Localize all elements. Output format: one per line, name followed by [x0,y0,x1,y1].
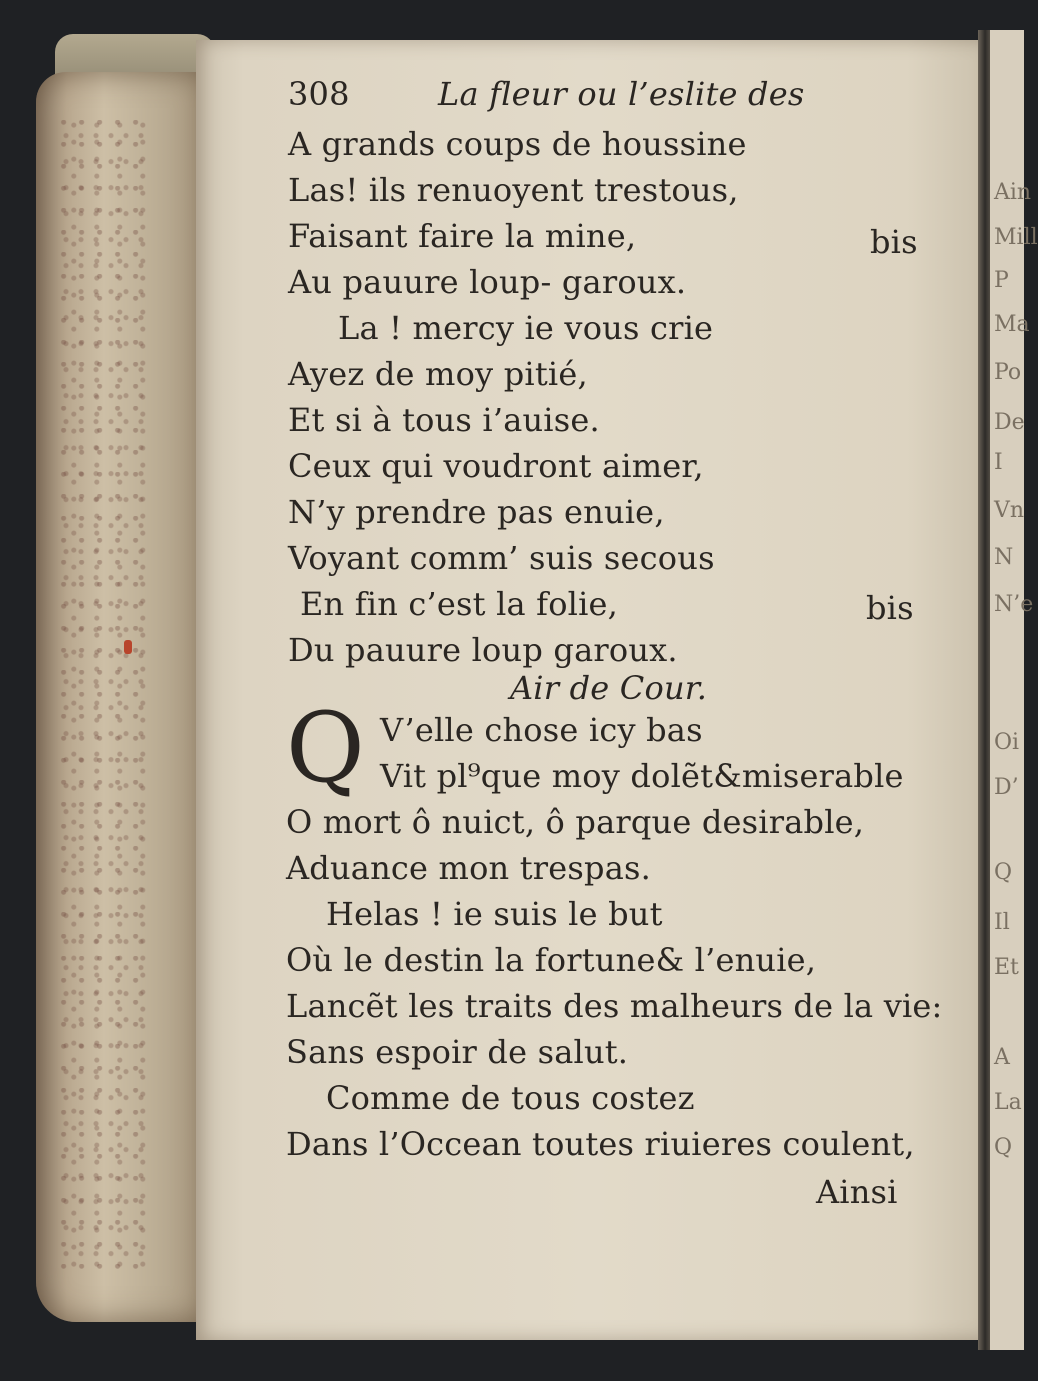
verse-line: Comme de tous costez [326,1079,695,1117]
facing-page-fragment: N’e [994,592,1034,617]
verse-line: Où le destin la fortune& l’enuie, [286,941,817,979]
facing-page-fragment: I [994,450,1003,475]
facing-page-fragment: La [994,1090,1022,1115]
refrain-mark: bis [866,589,914,627]
verse-line: Et si à tous i’auise. [288,401,600,439]
drop-cap: Q [286,692,365,804]
facing-page-fragment: Q [994,860,1013,885]
verse-line: La ! mercy ie vous crie [338,309,714,347]
facing-page-fragment: Po [994,360,1022,385]
facing-page-fragment: N [994,545,1014,570]
facing-page-fragment: Ma [994,312,1030,337]
refrain-mark: bis [870,223,918,261]
facing-page-fragment: A [994,1045,1010,1070]
verse-line: Lancẽt les traits des malheurs de la vie: [286,987,943,1025]
verse-line: Du pauure loup garoux. [288,631,678,669]
facing-page-fragment: Q [994,1135,1013,1160]
verse-line: O mort ô nuict, ô parque desirable, [286,803,865,841]
section-heading: Air de Cour. [510,669,708,707]
verse-line: Aduance mon trespas. [286,849,651,887]
verse-line: A grands coups de houssine [288,125,747,163]
verse-line: Vit pl⁹que moy dolẽt&miserable [380,757,904,795]
page-edge-speckle [60,120,150,1270]
verse-line: Au pauure loup- garoux. [288,263,687,301]
verse-line: N’y prendre pas enuie, [288,493,665,531]
verse-line: En fin c’est la folie, [300,585,619,623]
verse-line: Helas ! ie suis le but [326,895,663,933]
verse-line: Sans espoir de salut. [286,1033,629,1071]
catchword: Ainsi [816,1173,898,1211]
facing-page-fragment: Il [994,910,1010,935]
facing-page-fragment: Oi [994,730,1020,755]
facing-page-fragment: De [994,410,1025,435]
page-number: 308 [288,75,350,113]
next-page-edge [990,30,1038,1350]
verse-line: V’elle chose icy bas [380,711,703,749]
verse-line: Ceux qui voudront aimer, [288,447,704,485]
verse-line: Ayez de moy pitié, [288,355,588,393]
facing-page-fragment: Ain [994,180,1032,205]
red-mark [124,640,132,654]
facing-page-fragment: Vn [994,498,1025,523]
verse-line: Dans l’Occean toutes riuieres coulent, [286,1125,915,1163]
verse-line: Voyant comm’ suis secous [288,539,715,577]
verse-line: Las! ils renuoyent trestous, [288,171,739,209]
facing-page-fragment: D’ [994,775,1019,800]
verse-line: Faisant faire la mine, [288,217,637,255]
facing-page-fragment: Et [994,955,1019,980]
facing-page-fragment: Mill [994,225,1038,250]
facing-page-fragment: P [994,268,1009,293]
running-title: La fleur ou l’eslite des [438,75,805,113]
